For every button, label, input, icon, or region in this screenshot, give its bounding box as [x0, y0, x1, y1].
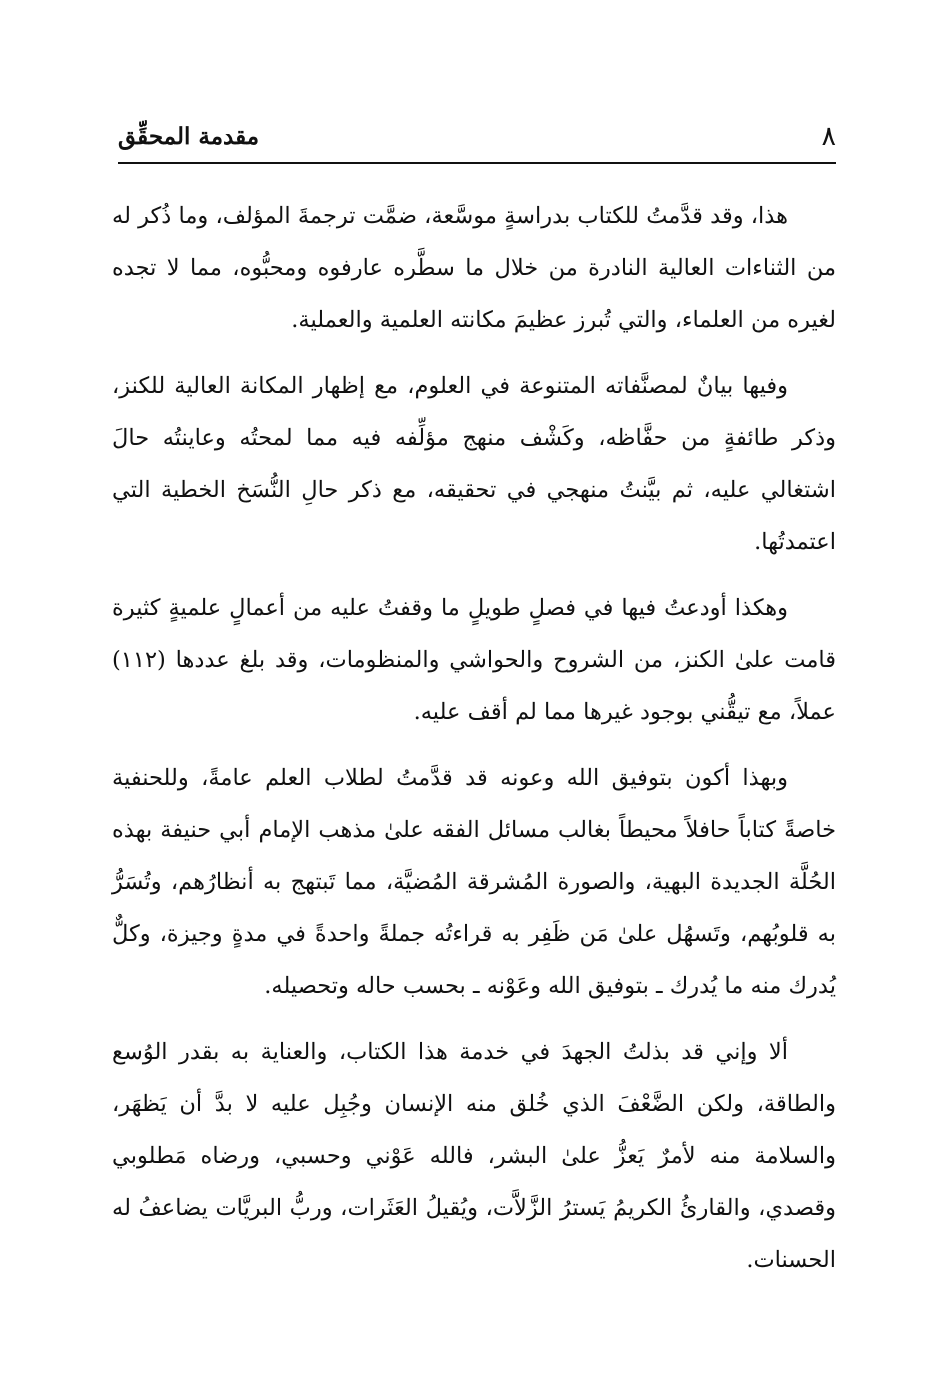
paragraph-4: وبهذا أكون بتوفيق الله وعونه قد قدَّمتُ لطلاب العلم عامةً، وللحنفية خاصةً كتاباً حافلاً محيطاً بغالب مسائل الفقه علىٰ مذهب الإمام أبي حنيفة بهذه الحُلَّة الجديدة البهية، والصورة المُشرقة المُضيَّة، مما تَبتهج به أنظارُهم، وتُسَرُّ به قلوبُهم، وتَسهُل علىٰ مَن ظَفِر به قراءتُه جملةً واحدةً في مدةٍ وجيزة، وكلٌّ يُدرك منه ما يُدرك ـ بتوفيق الله وعَوْنه ـ بحسب حاله وتحصيله.: [112, 765, 836, 999]
page-header: [118, 112, 836, 164]
paragraph-1: هذا، وقد قدَّمتُ للكتاب بدراسةٍ موسَّعة، ضمَّت ترجمةَ المؤلف، وما ذُكر له من الثناءات العالية النادرة من خلال ما سطَّره عارفوه ومحبُّوه، مما لا تجده لغيره من العلماء، والتي تُبرز عظيمَ مكانته العلمية والعملية.: [112, 203, 836, 333]
paragraph-2: وفيها بيانٌ لمصنَّفاته المتنوعة في العلوم، مع إظهار المكانة العالية للكنز، وذكر طائفةٍ من حفَّاظه، وكَشْف منهج مؤلِّفه فيه مما لمحتُه وعاينتُه حالَ اشتغالي عليه، ثم بيَّنتُ منهجي في تحقيقه، مع ذكر حالِ النُّسَخ الخطية التي اعتمدتُها.: [112, 373, 836, 555]
paragraph-5: ألا وإني قد بذلتُ الجهدَ في خدمة هذا الكتاب، والعناية به بقدر الوُسع والطاقة، ولكن الضَّعْفَ الذي خُلق منه الإنسان وجُبِل عليه لا بدَّ أن يَظهَر، والسلامة منه لأمرٌ يَعزُّ علىٰ البشر، فالله عَوْني وحسبي، ورضاه مَطلوبي وقصدي، والقارئُ الكريمُ يَسترُ الزَّلاَّت، ويُقيلُ العَثَرات، وربُّ البريَّات يضاعفُ له الحسنات.: [112, 1039, 836, 1273]
paragraph-3: وهكذا أودعتُ فيها في فصلٍ طويلٍ ما وقفتُ عليه من أعمالٍ علميةٍ كثيرة قامت علىٰ الكنز، من الشروح والحواشي والمنظومات، وقد بلغ عددها (١١٢) عملاً، مع تيقُّني بوجود غيرها مما لم أقف عليه.: [112, 595, 836, 725]
page-body: [112, 190, 836, 1300]
running-title: مقدمة المحقِّق: [118, 123, 260, 150]
page-number: ٨: [821, 121, 836, 152]
